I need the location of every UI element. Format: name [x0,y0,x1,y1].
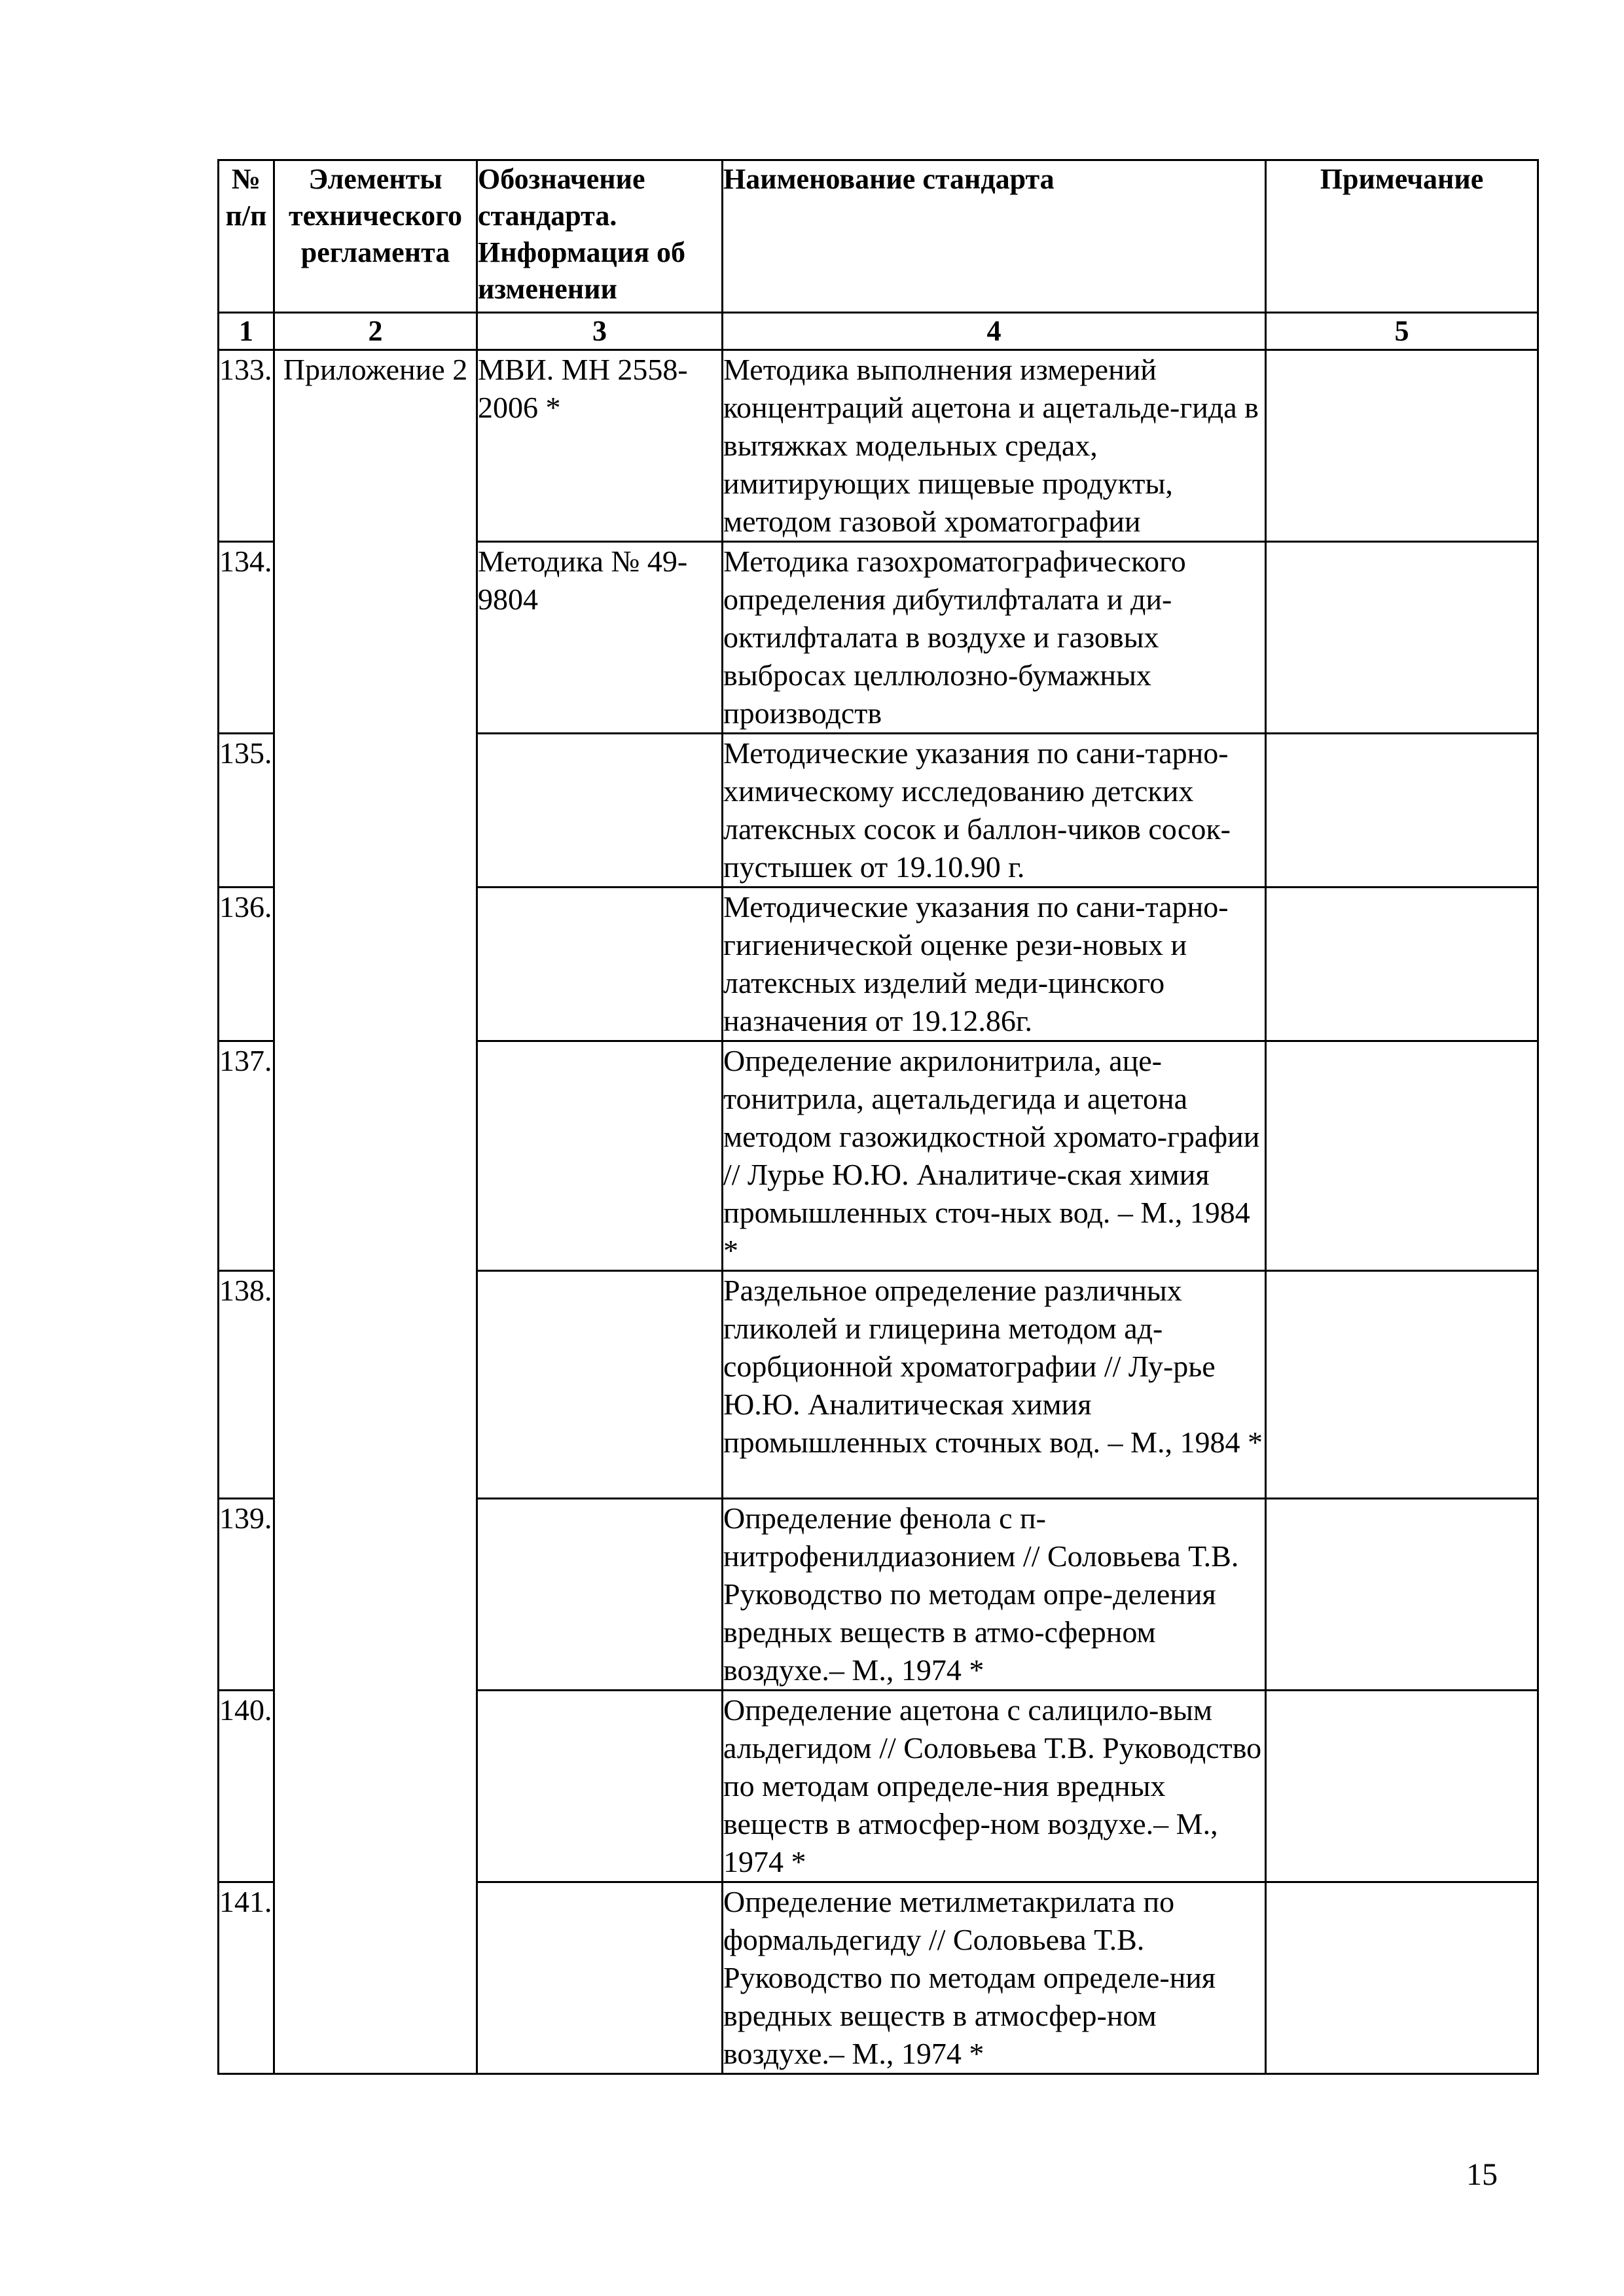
standards-table [217,159,1539,2075]
standard-designation: Методика № 49-9804 [477,542,723,734]
standard-designation: МВИ. МН 2558-2006 * [477,350,723,542]
standard-name: Определение метилметакрилата по формальдегиду // Соловьева Т.В. Руководство по методам определе-ния вредных веществ в атмосфер-ном воздухе.– М., 1974 * [723,1882,1266,2074]
note-cell [1266,1271,1538,1499]
row-number: 140. [219,1691,274,1882]
header-elements: Элементы технического регламента [274,160,477,313]
note-cell [1266,1691,1538,1882]
standard-name: Определение ацетона с салицило-вым альдегидом // Соловьева Т.В. Руководство по методам определе-ния вредных веществ в атмосфер-ном воздухе.– М., 1974 * [723,1691,1266,1882]
standard-name: Определение фенола с п-нитрофенилдиазонием // Соловьева Т.В. Руководство по методам опре-деления вредных веществ в атмо-сферном воздухе.– М., 1974 * [723,1499,1266,1691]
standard-name: Определение акрилонитрила, аце-тонитрила, ацетальдегида и ацетона методом газожидкостной хромато-графии // Лурье Ю.Ю. Аналитиче-ская химия промышленных сточ-ных вод. – М., 1984 * [723,1041,1266,1271]
row-number: 135. [219,734,274,888]
note-cell [1266,888,1538,1041]
header-note: Примечание [1266,160,1538,313]
note-cell [1266,734,1538,888]
row-number: 139. [219,1499,274,1691]
col-number-2: 2 [274,313,477,350]
row-number: 141. [219,1882,274,2074]
row-number: 137. [219,1041,274,1271]
standard-name: Методические указания по сани-тарно-химическому исследованию детских латексных сосок и баллон-чиков сосок-пустышек от 19.10.90 г. [723,734,1266,888]
col-number-3: 3 [477,313,723,350]
table-row [219,350,1538,542]
standard-designation [477,734,723,888]
standard-designation [477,1499,723,1691]
standard-designation [477,1041,723,1271]
row-number: 134. [219,542,274,734]
standard-designation [477,1271,723,1499]
note-cell [1266,350,1538,542]
standard-designation [477,888,723,1041]
note-cell [1266,1041,1538,1271]
row-number: 138. [219,1271,274,1499]
header-num: № п/п [219,160,274,313]
column-number-row [219,313,1538,350]
header-name: Наименование стандарта [723,160,1266,313]
note-cell [1266,542,1538,734]
col-number-1: 1 [219,313,274,350]
standard-name: Раздельное определение различных гликолей и глицерина методом ад-сорбционной хроматографии // Лу-рье Ю.Ю. Аналитическая химия промышленных сточных вод. – М., 1984 * [723,1271,1266,1499]
col-number-5: 5 [1266,313,1538,350]
note-cell [1266,1882,1538,2074]
standard-designation [477,1691,723,1882]
note-cell [1266,1499,1538,1691]
technical-regulation-element: Приложение 2 [274,350,477,2074]
row-number: 133. [219,350,274,542]
row-number: 136. [219,888,274,1041]
page-number: 15 [1466,2157,1498,2192]
standard-name: Методика выполнения измерений концентраций ацетона и ацетальде-гида в вытяжках модельных средах, имитирующих пищевые продукты, методом газовой хроматографии [723,350,1266,542]
standard-designation [477,1882,723,2074]
header-row [219,160,1538,313]
standard-name: Методика газохроматографического определения дибутилфталата и ди-октилфталата в воздухе и газовых выбросах целлюлозно-бумажных производств [723,542,1266,734]
header-designation: Обозначение стандарта. Информация об изменении [477,160,723,313]
standard-name: Методические указания по сани-тарно-гигиенической оценке рези-новых и латексных изделий меди-цинского назначения от 19.12.86г. [723,888,1266,1041]
col-number-4: 4 [723,313,1266,350]
